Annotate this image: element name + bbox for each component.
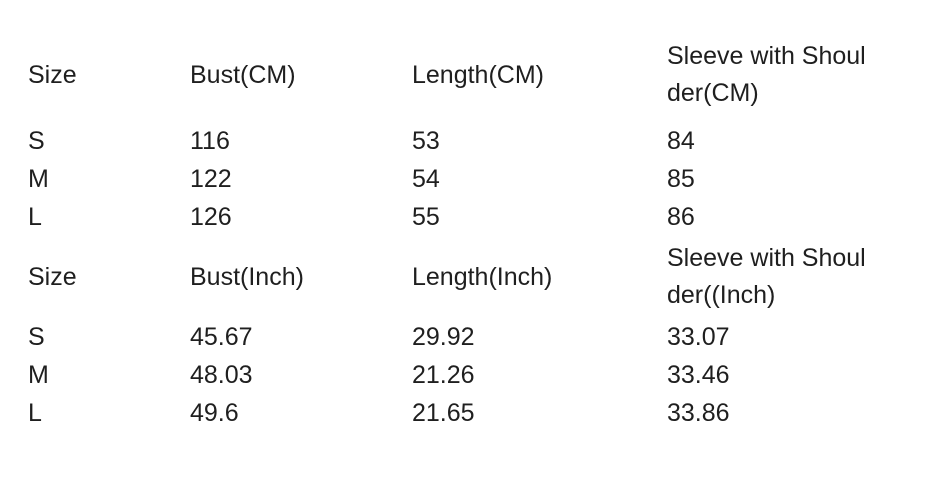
row-l-inch — [0, 394, 935, 432]
cell-size: S — [28, 322, 45, 351]
size-table — [0, 28, 935, 432]
header-length-inch: Length(Inch) — [412, 262, 553, 291]
header-size-cm: Size — [28, 60, 77, 89]
header-sleeve-inch — [667, 236, 935, 318]
header-bust-inch: Bust(Inch) — [190, 262, 304, 291]
cell-bust: 122 — [190, 164, 232, 193]
cell-size: L — [28, 202, 42, 231]
cell-length: 29.92 — [412, 322, 475, 351]
row-m-inch — [0, 356, 935, 394]
cell-sleeve: 84 — [667, 126, 695, 155]
row-l-cm — [0, 198, 935, 236]
cell-size: M — [28, 360, 49, 389]
cell-length: 21.65 — [412, 398, 475, 427]
cell-sleeve: 86 — [667, 202, 695, 231]
cm-header-row — [0, 28, 935, 122]
cell-sleeve: 33.86 — [667, 398, 730, 427]
cell-length: 55 — [412, 202, 440, 231]
cell-bust: 49.6 — [190, 398, 239, 427]
cell-bust: 116 — [190, 126, 230, 155]
cell-size: L — [28, 398, 42, 427]
inch-header-row — [0, 236, 935, 318]
row-s-inch — [0, 318, 935, 356]
header-bust-cm: Bust(CM) — [190, 60, 296, 89]
cell-length: 21.26 — [412, 360, 475, 389]
header-sleeve-cm-text: Sleeve with Shoulder(CM) — [667, 42, 866, 107]
header-sleeve-inch-text: Sleeve with Shoulder((Inch) — [667, 244, 866, 309]
cell-size: S — [28, 126, 45, 155]
cell-sleeve: 33.07 — [667, 322, 730, 351]
cell-length: 53 — [412, 126, 440, 155]
cell-size: M — [28, 164, 49, 193]
cell-length: 54 — [412, 164, 440, 193]
cell-sleeve: 33.46 — [667, 360, 730, 389]
cell-bust: 48.03 — [190, 360, 253, 389]
cell-sleeve: 85 — [667, 164, 695, 193]
header-length-cm: Length(CM) — [412, 60, 544, 89]
cell-bust: 45.67 — [190, 322, 253, 351]
row-m-cm — [0, 160, 935, 198]
header-size-inch: Size — [28, 262, 77, 291]
row-s-cm — [0, 122, 935, 160]
header-sleeve-cm — [667, 28, 935, 122]
cell-bust: 126 — [190, 202, 232, 231]
